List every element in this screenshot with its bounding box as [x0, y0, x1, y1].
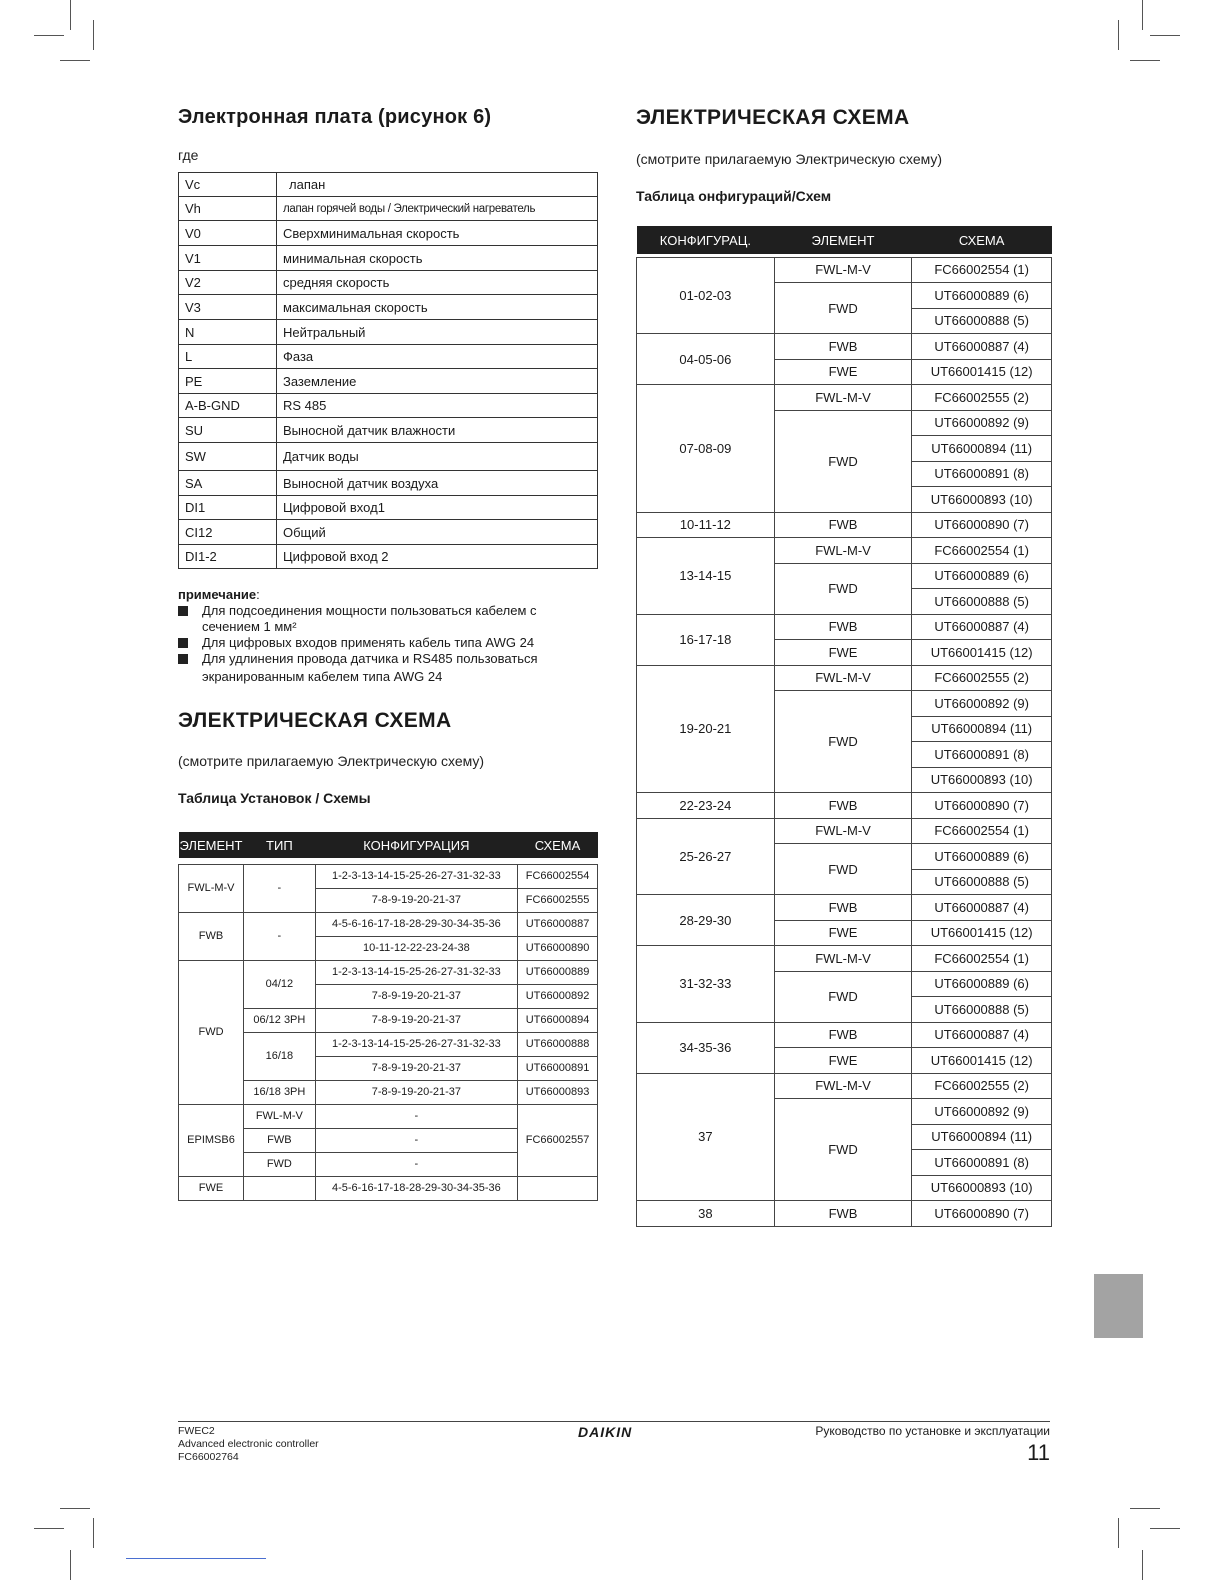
schema-cell: UT66000888 (5): [912, 589, 1052, 615]
terminal-code: DI1: [179, 496, 277, 520]
type-cell: [243, 1176, 315, 1200]
type-cell: 06/12 3PH: [243, 1008, 315, 1032]
terminal-legend-table: [178, 172, 598, 569]
footer-product: Advanced electronic controller: [178, 1438, 319, 1450]
legend-row: [179, 221, 598, 246]
table-row: [637, 946, 1052, 972]
element-cell: FWB: [774, 1201, 912, 1227]
legend-row: [179, 320, 598, 345]
schema-cell: UT66000893: [518, 1080, 598, 1104]
element-cell: FWL-M-V: [179, 864, 244, 912]
config-cell: 07-08-09: [637, 385, 775, 513]
schema-cell: UT66000887 (4): [912, 1022, 1052, 1048]
notes-title: примечание: [178, 587, 257, 602]
table-row: [179, 1104, 598, 1128]
type-cell: -: [243, 912, 315, 960]
schema-cell: UT66000887 (4): [912, 334, 1052, 360]
bullet-square-icon: [178, 638, 188, 648]
terminal-code: L: [179, 345, 277, 369]
crop-mark: [34, 1528, 64, 1529]
config-cell: 4-5-6-16-17-18-28-29-30-34-35-36: [315, 1176, 517, 1200]
schema-cell: FC66002555 (2): [912, 1073, 1052, 1099]
terminal-code: Vh: [179, 197, 277, 221]
legend-row: [179, 418, 598, 443]
note-item: [178, 603, 598, 635]
element-cell: FWL-M-V: [774, 1073, 912, 1099]
legend-row: [179, 173, 598, 197]
schema-subtitle-right: (смотрите прилагаемую Электрическую схему): [636, 151, 943, 167]
config-cell: 16-17-18: [637, 614, 775, 665]
footer-model: FWEC2: [178, 1425, 215, 1437]
schema-cell: UT66000890 (7): [912, 793, 1052, 819]
element-cell: FWD: [774, 971, 912, 1022]
terminal-description: RS 485: [277, 394, 598, 418]
schema-cell: UT66000892 (9): [912, 410, 1052, 436]
config-cell: 19-20-21: [637, 665, 775, 793]
table-row: [637, 1073, 1052, 1099]
config-schema-table: [636, 226, 1052, 1227]
notes-block: примечание: Для подсоединения мощности пользоваться кабелем с сечением 1 мм² Для цифровых входов применять кабель типа AWG 24 Для удлинения провода датчика и RS485 пользоваться экранированным кабелем типа AWG 24: [178, 587, 598, 685]
config-table-title: Таблица онфигураций/Схем: [636, 188, 832, 204]
legend-row: [179, 271, 598, 295]
schema-cell: [518, 1176, 598, 1200]
config-cell: 1-2-3-13-14-15-25-26-27-31-32-33: [315, 1032, 517, 1056]
table-row: [637, 1201, 1052, 1227]
schema-cell: UT66000889 (6): [912, 971, 1052, 997]
element-cell: FWB: [774, 793, 912, 819]
config-cell: 7-8-9-19-20-21-37: [315, 984, 517, 1008]
legend-row: [179, 295, 598, 320]
schema-cell: UT66000892 (9): [912, 691, 1052, 717]
legend-row: [179, 345, 598, 369]
crop-mark: [1150, 1528, 1180, 1529]
type-cell: FWB: [243, 1128, 315, 1152]
terminal-description: максимальная скорость: [277, 295, 598, 320]
legend-row: [179, 545, 598, 569]
table-row: [179, 864, 598, 888]
terminal-description: Общий: [277, 520, 598, 545]
config-cell: 38: [637, 1201, 775, 1227]
legend-row: [179, 496, 598, 520]
crop-mark: [93, 20, 94, 50]
table-row: [637, 895, 1052, 921]
schema-cell: UT66000891: [518, 1056, 598, 1080]
element-cell: FWE: [774, 920, 912, 946]
legend-row: [179, 197, 598, 221]
schema-cell: FC66002554: [518, 864, 598, 888]
schema-cell: FC66002554 (1): [912, 538, 1052, 564]
schema-cell: UT66000894 (11): [912, 1124, 1052, 1150]
config-cell: 22-23-24: [637, 793, 775, 819]
schema-cell: UT66000890 (7): [912, 512, 1052, 538]
config-cell: -: [315, 1128, 517, 1152]
legend-row: [179, 369, 598, 394]
table-row: [637, 257, 1052, 283]
table-row: [637, 538, 1052, 564]
bullet-square-icon: [178, 606, 188, 616]
element-cell: FWE: [774, 640, 912, 666]
schema-cell: UT66000893 (10): [912, 767, 1052, 793]
schema-cell: FC66002554 (1): [912, 946, 1052, 972]
note-item: [178, 651, 598, 685]
schema-cell: UT66001415 (12): [912, 640, 1052, 666]
terminal-description: лапан горячей воды / Электрический нагреватель: [277, 197, 598, 221]
table-row: [637, 512, 1052, 538]
schema-cell: UT66000890: [518, 936, 598, 960]
crop-mark: [1142, 1550, 1143, 1580]
terminal-code: V0: [179, 221, 277, 246]
config-cell: 10-11-12: [637, 512, 775, 538]
config-cell: 7-8-9-19-20-21-37: [315, 1080, 517, 1104]
crop-mark: [93, 1518, 94, 1548]
terminal-code: V1: [179, 246, 277, 271]
crop-mark: [70, 1550, 71, 1580]
element-cell: FWD: [774, 844, 912, 895]
element-cell: FWD: [774, 283, 912, 334]
schema-cell: UT66000887 (4): [912, 895, 1052, 921]
schema-cell: UT66000888: [518, 1032, 598, 1056]
table-row: [637, 1022, 1052, 1048]
schema-cell: FC66002555 (2): [912, 385, 1052, 411]
terminal-description: Сверхминимальная скорость: [277, 221, 598, 246]
element-cell: FWL-M-V: [774, 257, 912, 283]
schema-cell: UT66001415 (12): [912, 1048, 1052, 1074]
schema-title-left: ЭЛЕКТРИЧЕСКАЯ СХЕМА: [178, 709, 452, 732]
crop-mark: [60, 60, 90, 61]
setups-header: СХЕМА: [518, 832, 598, 858]
terminal-code: PE: [179, 369, 277, 394]
legend-row: [179, 443, 598, 471]
terminal-description: Выносной датчик воздуха: [277, 471, 598, 496]
legend-row: [179, 471, 598, 496]
terminal-code: A-B-GND: [179, 394, 277, 418]
config-cell: 37: [637, 1073, 775, 1201]
page-number: 11: [1027, 1440, 1050, 1465]
terminal-description: средняя скорость: [277, 271, 598, 295]
setups-header: ТИП: [243, 832, 315, 858]
terminal-description: минимальная скорость: [277, 246, 598, 271]
config-cell: 4-5-6-16-17-18-28-29-30-34-35-36: [315, 912, 517, 936]
config-cell: 31-32-33: [637, 946, 775, 1023]
terminal-code: V3: [179, 295, 277, 320]
schema-title-right: ЭЛЕКТРИЧЕСКАЯ СХЕМА: [636, 106, 910, 129]
note-item: [178, 635, 598, 651]
config-cell: 10-11-12-22-23-24-38: [315, 936, 517, 960]
note-text: Для подсоединения мощности пользоваться кабелем с: [202, 603, 537, 618]
schema-cell: FC66002554 (1): [912, 818, 1052, 844]
element-cell: FWD: [774, 691, 912, 793]
note-text: Для удлинения провода датчика и RS485 пользоваться: [202, 651, 538, 666]
config-cell: -: [315, 1104, 517, 1128]
daikin-logo: DAIKIN: [578, 1424, 633, 1440]
schema-cell: UT66000894 (11): [912, 436, 1052, 462]
schema-cell: UT66000893 (10): [912, 1175, 1052, 1201]
page-footer: [178, 1421, 1050, 1465]
crop-mark: [1130, 60, 1160, 61]
config-cell: 28-29-30: [637, 895, 775, 946]
config-header: ЭЛЕМЕНТ: [774, 226, 912, 254]
element-cell: FWB: [179, 912, 244, 960]
terminal-description: Датчик воды: [277, 443, 598, 471]
terminal-description: Фаза: [277, 345, 598, 369]
footer-left: [178, 1425, 319, 1464]
element-cell: FWE: [774, 1048, 912, 1074]
element-cell: FWB: [774, 895, 912, 921]
element-cell: FWE: [179, 1176, 244, 1200]
element-cell: FWE: [774, 359, 912, 385]
crop-mark: [1118, 20, 1119, 50]
setups-table: [178, 832, 598, 1201]
schema-cell: UT66000887: [518, 912, 598, 936]
schema-cell: UT66000892 (9): [912, 1099, 1052, 1125]
table-row: [637, 334, 1052, 360]
schema-cell: UT66000889: [518, 960, 598, 984]
config-cell: 13-14-15: [637, 538, 775, 615]
config-header: СХЕМА: [912, 226, 1052, 254]
type-cell: -: [243, 864, 315, 912]
type-cell: FWD: [243, 1152, 315, 1176]
legend-row: [179, 394, 598, 418]
right-column: [636, 106, 1052, 1227]
config-cell: 01-02-03: [637, 257, 775, 334]
terminal-code: N: [179, 320, 277, 345]
terminal-code: SA: [179, 471, 277, 496]
schema-cell: UT66000889 (6): [912, 283, 1052, 309]
left-column: [178, 106, 598, 1201]
schema-cell: UT66000887 (4): [912, 614, 1052, 640]
table-row: [179, 1176, 598, 1200]
config-header: КОНФИГУРАЦ.: [637, 226, 775, 254]
element-cell: FWB: [774, 512, 912, 538]
setups-header: КОНФИГУРАЦИЯ: [315, 832, 517, 858]
config-cell: 1-2-3-13-14-15-25-26-27-31-32-33: [315, 864, 517, 888]
schema-cell: UT66000888 (5): [912, 997, 1052, 1023]
element-cell: FWL-M-V: [774, 385, 912, 411]
schema-cell: UT66000891 (8): [912, 742, 1052, 768]
note-text-continued: сечением 1 мм²: [202, 619, 297, 634]
element-cell: FWB: [774, 614, 912, 640]
element-cell: FWB: [774, 1022, 912, 1048]
terminal-description: Заземление: [277, 369, 598, 394]
config-cell: 04-05-06: [637, 334, 775, 385]
config-cell: 1-2-3-13-14-15-25-26-27-31-32-33: [315, 960, 517, 984]
terminal-description: лапан: [277, 173, 598, 197]
schema-cell: UT66000888 (5): [912, 308, 1052, 334]
notes-list: [178, 603, 598, 685]
terminal-code: SW: [179, 443, 277, 471]
crop-mark: [1118, 1518, 1119, 1548]
table-row: [637, 818, 1052, 844]
config-cell: 25-26-27: [637, 818, 775, 895]
element-cell: FWD: [179, 960, 244, 1104]
legend-row: [179, 520, 598, 545]
type-cell: 16/18 3PH: [243, 1080, 315, 1104]
element-cell: EPIMSB6: [179, 1104, 244, 1176]
terminal-code: CI12: [179, 520, 277, 545]
crop-mark: [1150, 35, 1180, 36]
schema-subtitle-left: (смотрите прилагаемую Электрическую схему): [178, 753, 485, 769]
schema-cell: UT66000889 (6): [912, 563, 1052, 589]
schema-cell: FC66002555 (2): [912, 665, 1052, 691]
table-row: [179, 960, 598, 984]
config-cell: 7-8-9-19-20-21-37: [315, 1008, 517, 1032]
config-cell: 7-8-9-19-20-21-37: [315, 888, 517, 912]
type-cell: 04/12: [243, 960, 315, 1008]
where-label: где: [178, 147, 199, 163]
terminal-code: DI1-2: [179, 545, 277, 569]
config-cell: 7-8-9-19-20-21-37: [315, 1056, 517, 1080]
schema-cell: UT66000894: [518, 1008, 598, 1032]
schema-cell: UT66000892: [518, 984, 598, 1008]
link-underline: [126, 1558, 266, 1559]
note-text-continued: экранированным кабелем типа AWG 24: [202, 669, 443, 684]
crop-mark: [1130, 1508, 1160, 1509]
terminal-code: SU: [179, 418, 277, 443]
section-tab-marker: [1094, 1274, 1143, 1338]
config-cell: -: [315, 1152, 517, 1176]
table-row: [637, 793, 1052, 819]
table-row: [179, 912, 598, 936]
setups-table-title: Таблица Установок / Схемы: [178, 790, 371, 806]
config-cell: 34-35-36: [637, 1022, 775, 1073]
schema-cell: UT66000894 (11): [912, 716, 1052, 742]
crop-mark: [34, 35, 64, 36]
schema-cell: FC66002557: [518, 1104, 598, 1176]
note-text: Для цифровых входов применять кабель типа AWG 24: [202, 635, 535, 650]
schema-cell: UT66000893 (10): [912, 487, 1052, 513]
bullet-square-icon: [178, 654, 188, 664]
terminal-code: V2: [179, 271, 277, 295]
schema-cell: UT66000890 (7): [912, 1201, 1052, 1227]
element-cell: FWL-M-V: [774, 538, 912, 564]
element-cell: FWB: [774, 334, 912, 360]
pcb-title: Электронная плата (рисунок 6): [178, 106, 492, 128]
element-cell: FWD: [774, 563, 912, 614]
setups-header: ЭЛЕМЕНТ: [179, 832, 244, 858]
element-cell: FWL-M-V: [774, 665, 912, 691]
crop-mark: [1142, 0, 1143, 30]
table-row: [637, 385, 1052, 411]
type-cell: FWL-M-V: [243, 1104, 315, 1128]
schema-cell: FC66002555: [518, 888, 598, 912]
schema-cell: FC66002554 (1): [912, 257, 1052, 283]
element-cell: FWD: [774, 410, 912, 512]
table-row: [637, 614, 1052, 640]
crop-mark: [60, 1508, 90, 1509]
schema-cell: UT66000889 (6): [912, 844, 1052, 870]
element-cell: FWL-M-V: [774, 818, 912, 844]
table-row: [637, 665, 1052, 691]
footer-code: FC66002764: [178, 1451, 239, 1463]
type-cell: 16/18: [243, 1032, 315, 1080]
schema-cell: UT66001415 (12): [912, 359, 1052, 385]
legend-row: [179, 246, 598, 271]
terminal-code: Vc: [179, 173, 277, 197]
schema-cell: UT66000888 (5): [912, 869, 1052, 895]
terminal-description: Нейтральный: [277, 320, 598, 345]
crop-mark: [70, 0, 71, 30]
schema-cell: UT66001415 (12): [912, 920, 1052, 946]
footer-manual-title: Руководство по установке и эксплуатации: [815, 1424, 1050, 1438]
element-cell: FWD: [774, 1099, 912, 1201]
element-cell: FWL-M-V: [774, 946, 912, 972]
schema-cell: UT66000891 (8): [912, 1150, 1052, 1176]
schema-cell: UT66000891 (8): [912, 461, 1052, 487]
terminal-description: Выносной датчик влажности: [277, 418, 598, 443]
terminal-description: Цифровой вход1: [277, 496, 598, 520]
terminal-description: Цифровой вход 2: [277, 545, 598, 569]
